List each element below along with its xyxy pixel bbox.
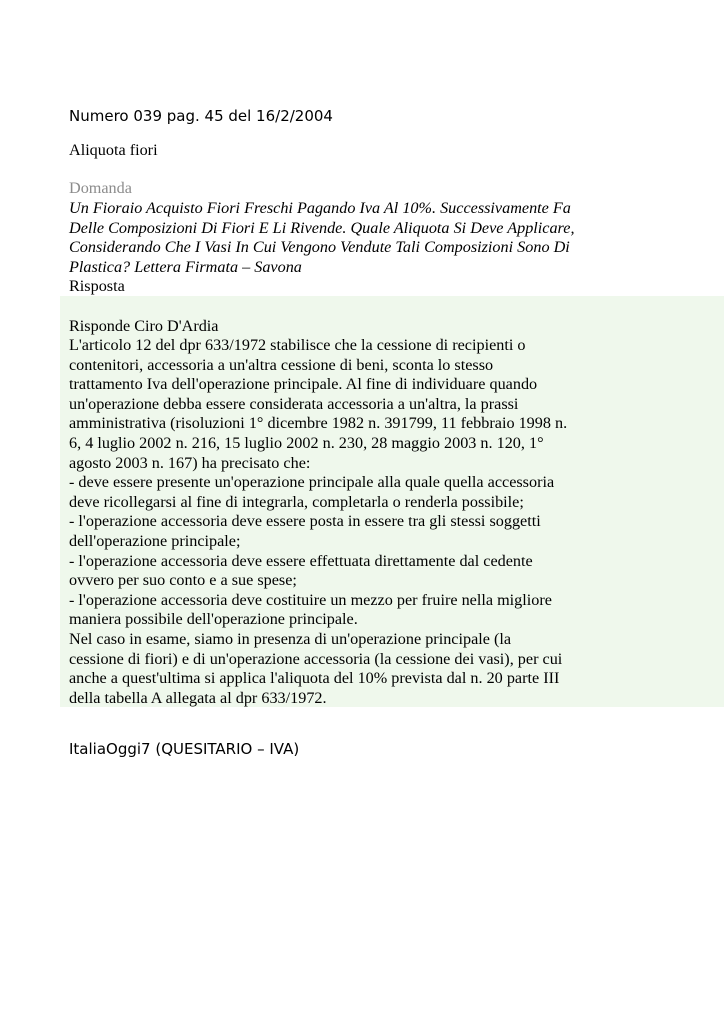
answer-line: - l'operazione accessoria deve essere posta in essere tra gli stessi soggetti — [69, 512, 541, 531]
source-line: ItaliaOggi7 (QUESITARIO – IVA) — [69, 740, 300, 758]
question-label: Domanda — [69, 179, 132, 197]
answer-line: deve ricollegarsi al fine di integrarla, completarla o renderla possibile; — [69, 492, 524, 511]
answer-line: trattamento Iva dell'operazione principale. Al fine di individuare quando — [69, 375, 538, 394]
answer-line: maniera possibile dell'operazione principale. — [69, 610, 358, 629]
answer-line: ovvero per suo conto e a sue spese; — [69, 571, 297, 590]
answer-label: Risposta — [69, 277, 125, 295]
question-line: Un Fioraio Acquisto Fiori Freschi Pagando Iva Al 10%. Successivamente Fa — [69, 199, 571, 217]
answer-line: amministrativa (risoluzioni 1° dicembre 1982 n. 391799, 11 febbraio 1998 n. — [69, 414, 568, 433]
answer-line: un'operazione debba essere considerata accessoria a un'altra, la prassi — [69, 394, 519, 413]
article-title: Aliquota fiori — [69, 141, 158, 159]
question-text — [69, 199, 575, 277]
question-line: Delle Composizioni Di Fiori E Li Rivende. Quale Aliquota Si Deve Applicare, — [69, 218, 575, 237]
question-line: Plastica? Lettera Firmata – Savona — [69, 257, 302, 276]
issue-header: Numero 039 pag. 45 del 16/2/2004 — [69, 107, 333, 125]
question-line: Considerando Che I Vasi In Cui Vengono Vendute Tali Composizioni Sono Di — [69, 238, 570, 257]
answer-line: dell'operazione principale; — [69, 531, 241, 550]
answer-line: - l'operazione accessoria deve costituire un mezzo per fruire nella migliore — [69, 590, 552, 609]
answer-line: - l'operazione accessoria deve essere effettuata direttamente dal cedente — [69, 551, 533, 570]
answer-line: 6, 4 luglio 2002 n. 216, 15 luglio 2002 n. 230, 28 maggio 2003 n. 120, 1° — [69, 433, 544, 452]
answer-text — [69, 336, 567, 708]
answer-line: Nel caso in esame, siamo in presenza di un'operazione principale (la — [69, 629, 512, 648]
answer-line: cessione di fiori) e di un'operazione accessoria (la cessione dei vasi), per cui — [69, 649, 563, 668]
answer-author: Risponde Ciro D'Ardia — [69, 317, 219, 335]
answer-line: - deve essere presente un'operazione principale alla quale quella accessoria — [69, 473, 555, 492]
answer-line: della tabella A allegata al dpr 633/1972. — [69, 688, 327, 707]
answer-line: agosto 2003 n. 167) ha precisato che: — [69, 453, 311, 472]
answer-line: L'articolo 12 del dpr 633/1972 stabilisce che la cessione di recipienti o — [69, 336, 526, 354]
answer-line: contenitori, accessoria a un'altra cessione di beni, sconta lo stesso — [69, 355, 494, 374]
answer-line: anche a quest'ultima si applica l'aliquota del 10% prevista dal n. 20 parte III — [69, 669, 560, 688]
